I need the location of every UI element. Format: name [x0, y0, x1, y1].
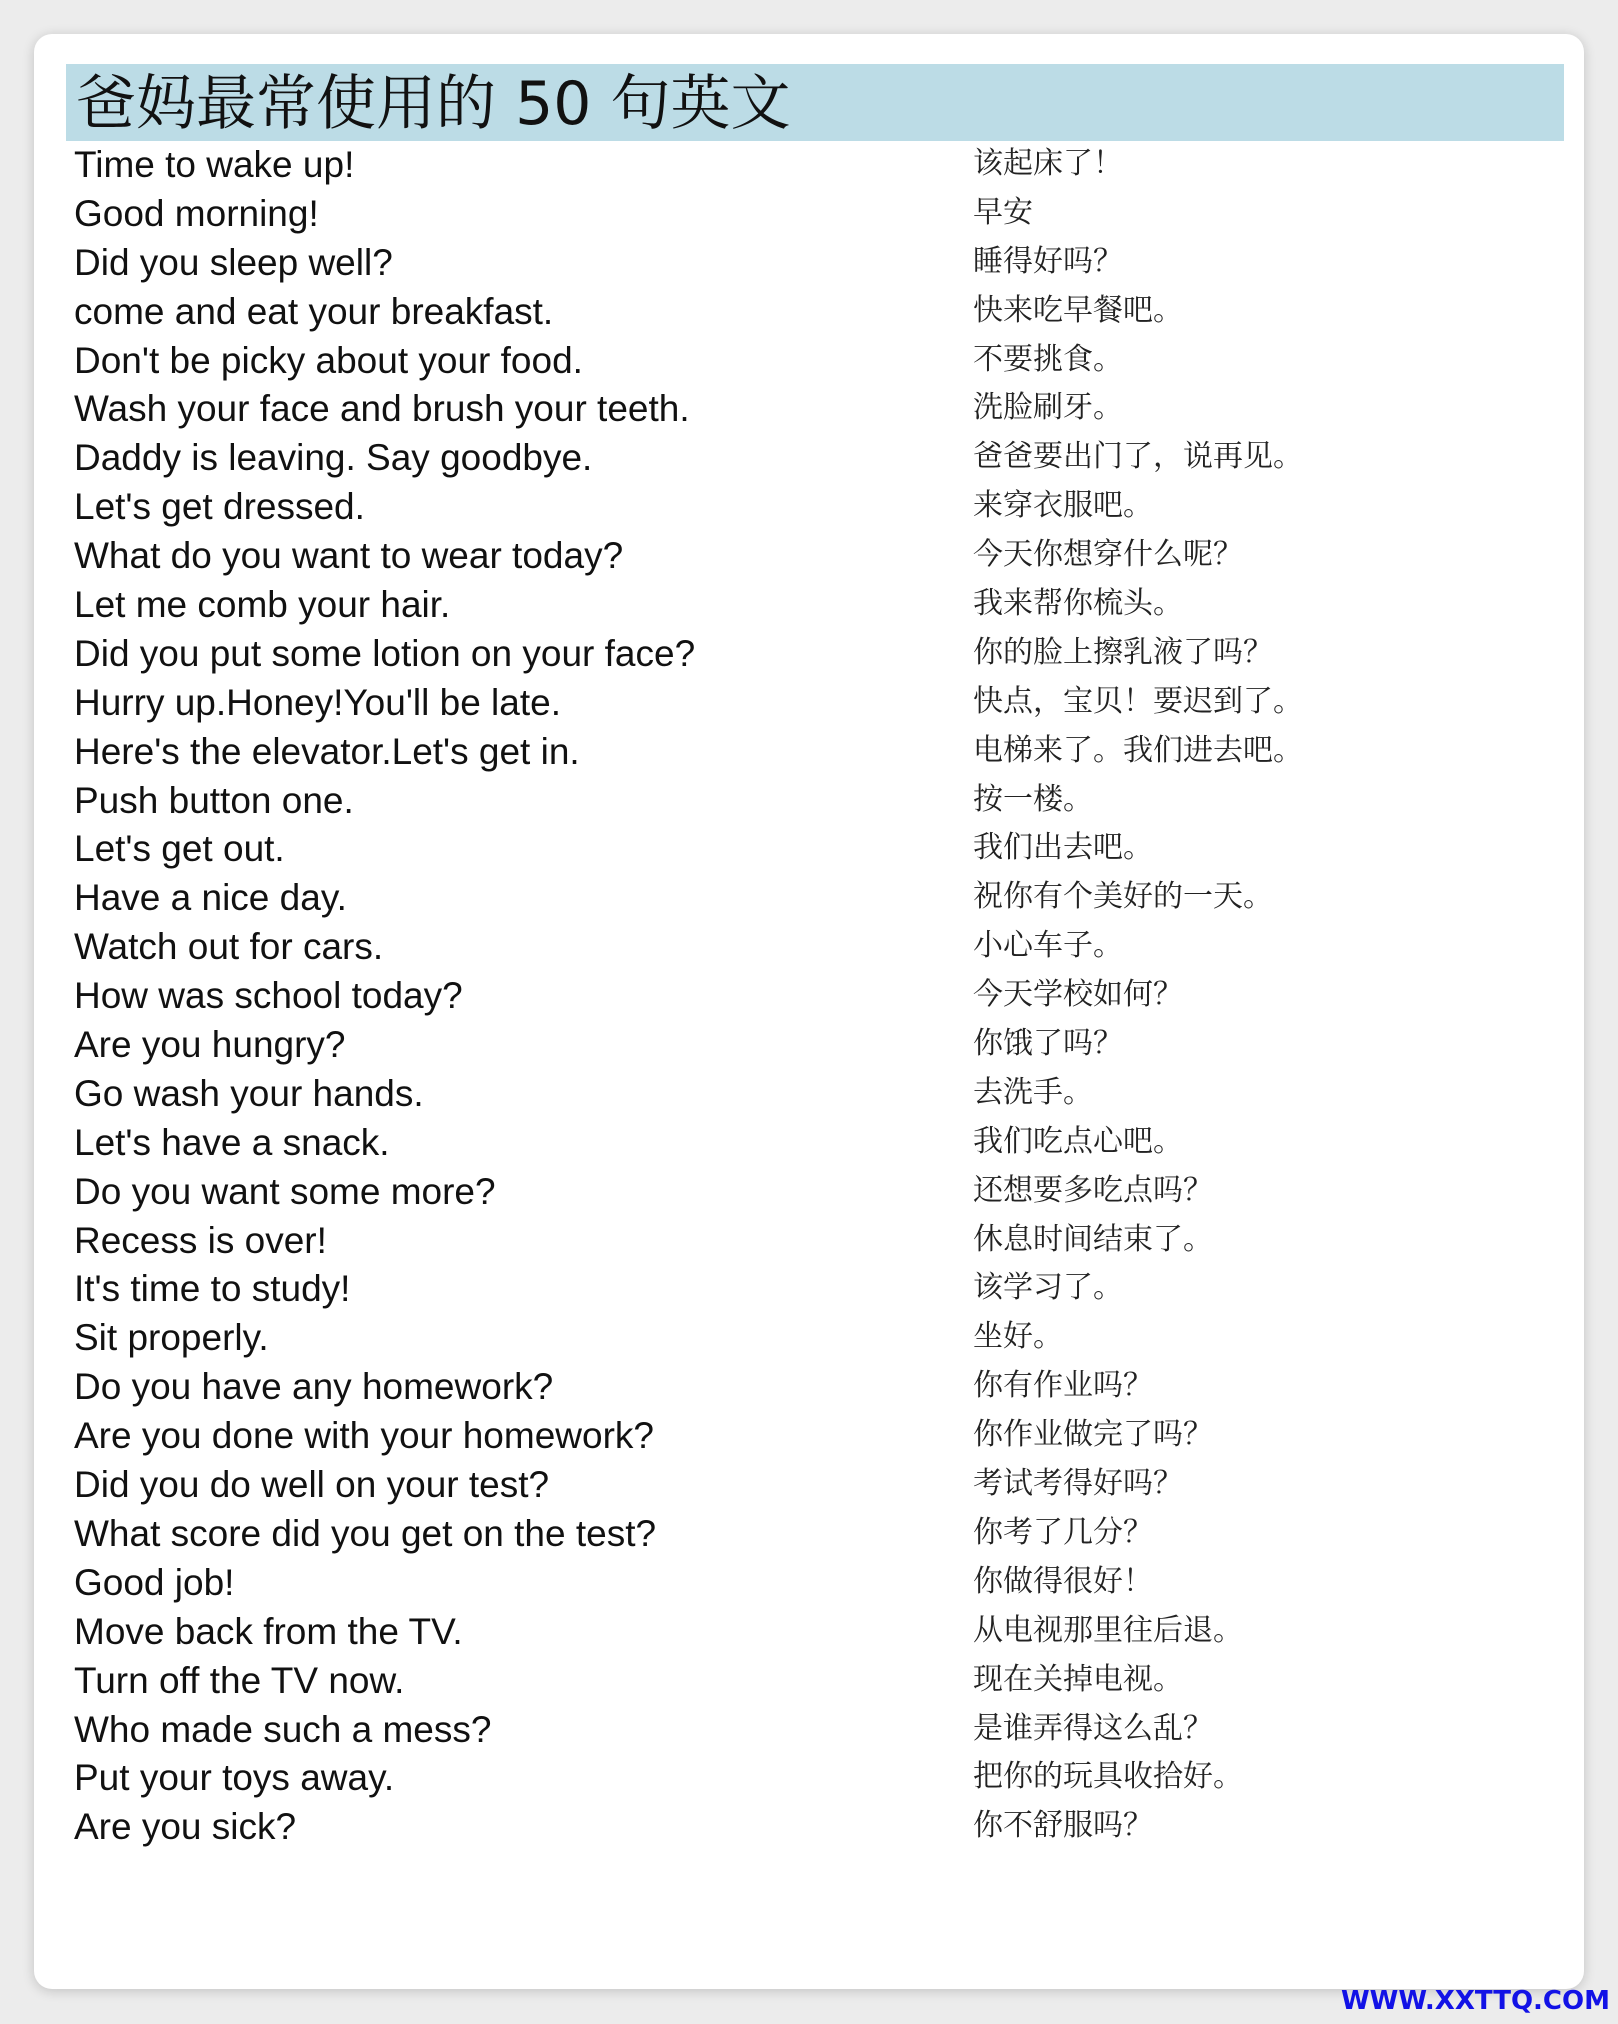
phrase-row — [0, 1265, 1618, 1314]
chinese-translation: 休息时间结束了。 — [973, 1221, 1213, 1257]
phrase-row — [0, 923, 1618, 972]
phrase-row — [0, 434, 1618, 483]
phrase-row — [0, 337, 1618, 386]
phrase-row — [0, 1706, 1618, 1755]
chinese-translation: 电梯来了。我们进去吧。 — [973, 732, 1303, 768]
english-phrase: Push button one. — [74, 779, 354, 821]
english-phrase: Let's get out. — [74, 828, 285, 870]
english-phrase: Who made such a mess? — [74, 1708, 492, 1750]
english-phrase: Recess is over! — [74, 1219, 327, 1261]
phrase-row — [0, 1070, 1618, 1119]
phrase-row — [0, 1803, 1618, 1852]
english-phrase: Are you sick? — [74, 1806, 297, 1848]
phrase-row — [0, 1754, 1618, 1803]
phrase-row — [0, 825, 1618, 874]
english-phrase: Let me comb your hair. — [74, 584, 451, 626]
english-phrase: come and eat your breakfast. — [74, 290, 554, 332]
chinese-translation: 去洗手。 — [973, 1074, 1093, 1110]
chinese-translation: 快来吃早餐吧。 — [973, 292, 1183, 328]
phrase-row — [0, 1168, 1618, 1217]
english-phrase: Wash your face and brush your teeth. — [74, 388, 690, 430]
english-phrase: Time to wake up! — [74, 144, 355, 185]
phrase-row — [0, 1510, 1618, 1559]
phrase-row — [0, 679, 1618, 728]
phrase-row — [0, 728, 1618, 777]
phrase-row — [0, 385, 1618, 434]
watermark: WWW.XXTTQ.COM — [1341, 1986, 1610, 2016]
phrase-row — [0, 1021, 1618, 1070]
phrase-row — [0, 1314, 1618, 1363]
chinese-translation: 小心车子。 — [973, 928, 1123, 964]
english-phrase: Let's get dressed. — [74, 486, 365, 528]
english-phrase: Move back from the TV. — [74, 1610, 463, 1652]
english-phrase: Good job! — [74, 1561, 235, 1603]
page-title: 爸妈最常使用的 50 句英文 — [76, 69, 791, 139]
chinese-translation: 你考了几分？ — [973, 1514, 1153, 1550]
phrase-row — [0, 777, 1618, 826]
english-phrase: Are you done with your homework? — [74, 1415, 654, 1457]
english-phrase: Turn off the TV now. — [74, 1659, 405, 1701]
english-phrase: Do you want some more? — [74, 1170, 496, 1212]
english-phrase: Hurry up.Honey!You'll be late. — [74, 681, 561, 723]
chinese-translation: 来穿衣服吧。 — [973, 488, 1153, 524]
english-phrase: Sit properly. — [74, 1317, 269, 1359]
chinese-translation: 按一楼。 — [973, 781, 1093, 817]
english-phrase: Good morning! — [74, 192, 319, 234]
chinese-translation: 祝你有个美好的一天。 — [973, 879, 1273, 915]
english-phrase: Let's have a snack. — [74, 1121, 390, 1163]
english-phrase: Here's the elevator.Let's get in. — [74, 730, 580, 772]
chinese-translation: 今天学校如何？ — [973, 977, 1183, 1013]
phrase-row — [0, 630, 1618, 679]
chinese-translation: 该学习了。 — [973, 1270, 1123, 1306]
english-phrase: Did you do well on your test? — [74, 1464, 550, 1506]
phrase-row — [0, 581, 1618, 630]
chinese-translation: 我们出去吧。 — [973, 830, 1153, 866]
chinese-translation: 是谁弄得这么乱？ — [973, 1710, 1213, 1746]
chinese-translation: 现在关掉电视。 — [973, 1661, 1183, 1697]
chinese-translation: 我们吃点心吧。 — [973, 1123, 1183, 1159]
chinese-translation: 睡得好吗？ — [973, 243, 1123, 279]
english-phrase: Are you hungry? — [74, 1024, 346, 1066]
chinese-translation: 你饿了吗？ — [973, 1026, 1123, 1062]
phrase-row — [0, 972, 1618, 1021]
english-phrase: How was school today? — [74, 975, 463, 1017]
chinese-translation: 洗脸刷牙。 — [973, 390, 1123, 426]
phrase-row — [0, 1217, 1618, 1266]
chinese-translation: 爸爸要出门了，说再见。 — [973, 439, 1303, 475]
phrase-row — [0, 141, 1618, 190]
chinese-translation: 今天你想穿什么呢？ — [973, 537, 1243, 573]
english-phrase: Did you sleep well? — [74, 241, 393, 283]
chinese-translation: 不要挑食。 — [973, 341, 1123, 377]
phrase-row — [0, 483, 1618, 532]
phrase-row — [0, 1119, 1618, 1168]
phrase-row — [0, 288, 1618, 337]
english-phrase: Daddy is leaving. Say goodbye. — [74, 437, 593, 479]
english-phrase: Go wash your hands. — [74, 1072, 424, 1114]
phrase-row — [0, 1412, 1618, 1461]
chinese-translation: 该起床了！ — [973, 146, 1123, 181]
english-phrase: Have a nice day. — [74, 877, 347, 919]
phrase-row — [0, 532, 1618, 581]
phrase-row — [0, 190, 1618, 239]
english-phrase: Put your toys away. — [74, 1757, 395, 1799]
phrase-row — [0, 1363, 1618, 1412]
chinese-translation: 我来帮你梳头。 — [973, 586, 1183, 622]
chinese-translation: 考试考得好吗？ — [973, 1466, 1183, 1502]
phrase-row — [0, 1657, 1618, 1706]
english-phrase: Don't be picky about your food. — [74, 339, 583, 381]
chinese-translation: 你做得很好！ — [973, 1563, 1153, 1599]
english-phrase: What score did you get on the test? — [74, 1512, 657, 1554]
english-phrase: What do you want to wear today? — [74, 535, 624, 577]
chinese-translation: 你有作业吗？ — [973, 1368, 1153, 1404]
phrase-row — [0, 1559, 1618, 1608]
chinese-translation: 从电视那里往后退。 — [973, 1612, 1243, 1648]
chinese-translation: 你不舒服吗？ — [973, 1808, 1153, 1844]
chinese-translation: 你作业做完了吗？ — [973, 1417, 1213, 1453]
english-phrase: Watch out for cars. — [74, 926, 384, 968]
english-phrase: Do you have any homework? — [74, 1366, 554, 1408]
english-phrase: It's time to study! — [74, 1268, 351, 1310]
phrase-row — [0, 1608, 1618, 1657]
phrase-row — [0, 874, 1618, 923]
english-phrase: Did you put some lotion on your face? — [74, 632, 696, 674]
phrase-row — [0, 239, 1618, 288]
phrase-list — [0, 141, 1618, 1852]
chinese-translation: 你的脸上擦乳液了吗？ — [973, 634, 1273, 670]
chinese-translation: 把你的玩具收拾好。 — [973, 1759, 1243, 1795]
phrase-row — [0, 1461, 1618, 1510]
chinese-translation: 坐好。 — [973, 1319, 1063, 1355]
chinese-translation: 还想要多吃点吗？ — [973, 1172, 1213, 1208]
chinese-translation: 早安 — [973, 194, 1033, 230]
chinese-translation: 快点，宝贝！要迟到了。 — [973, 683, 1303, 719]
